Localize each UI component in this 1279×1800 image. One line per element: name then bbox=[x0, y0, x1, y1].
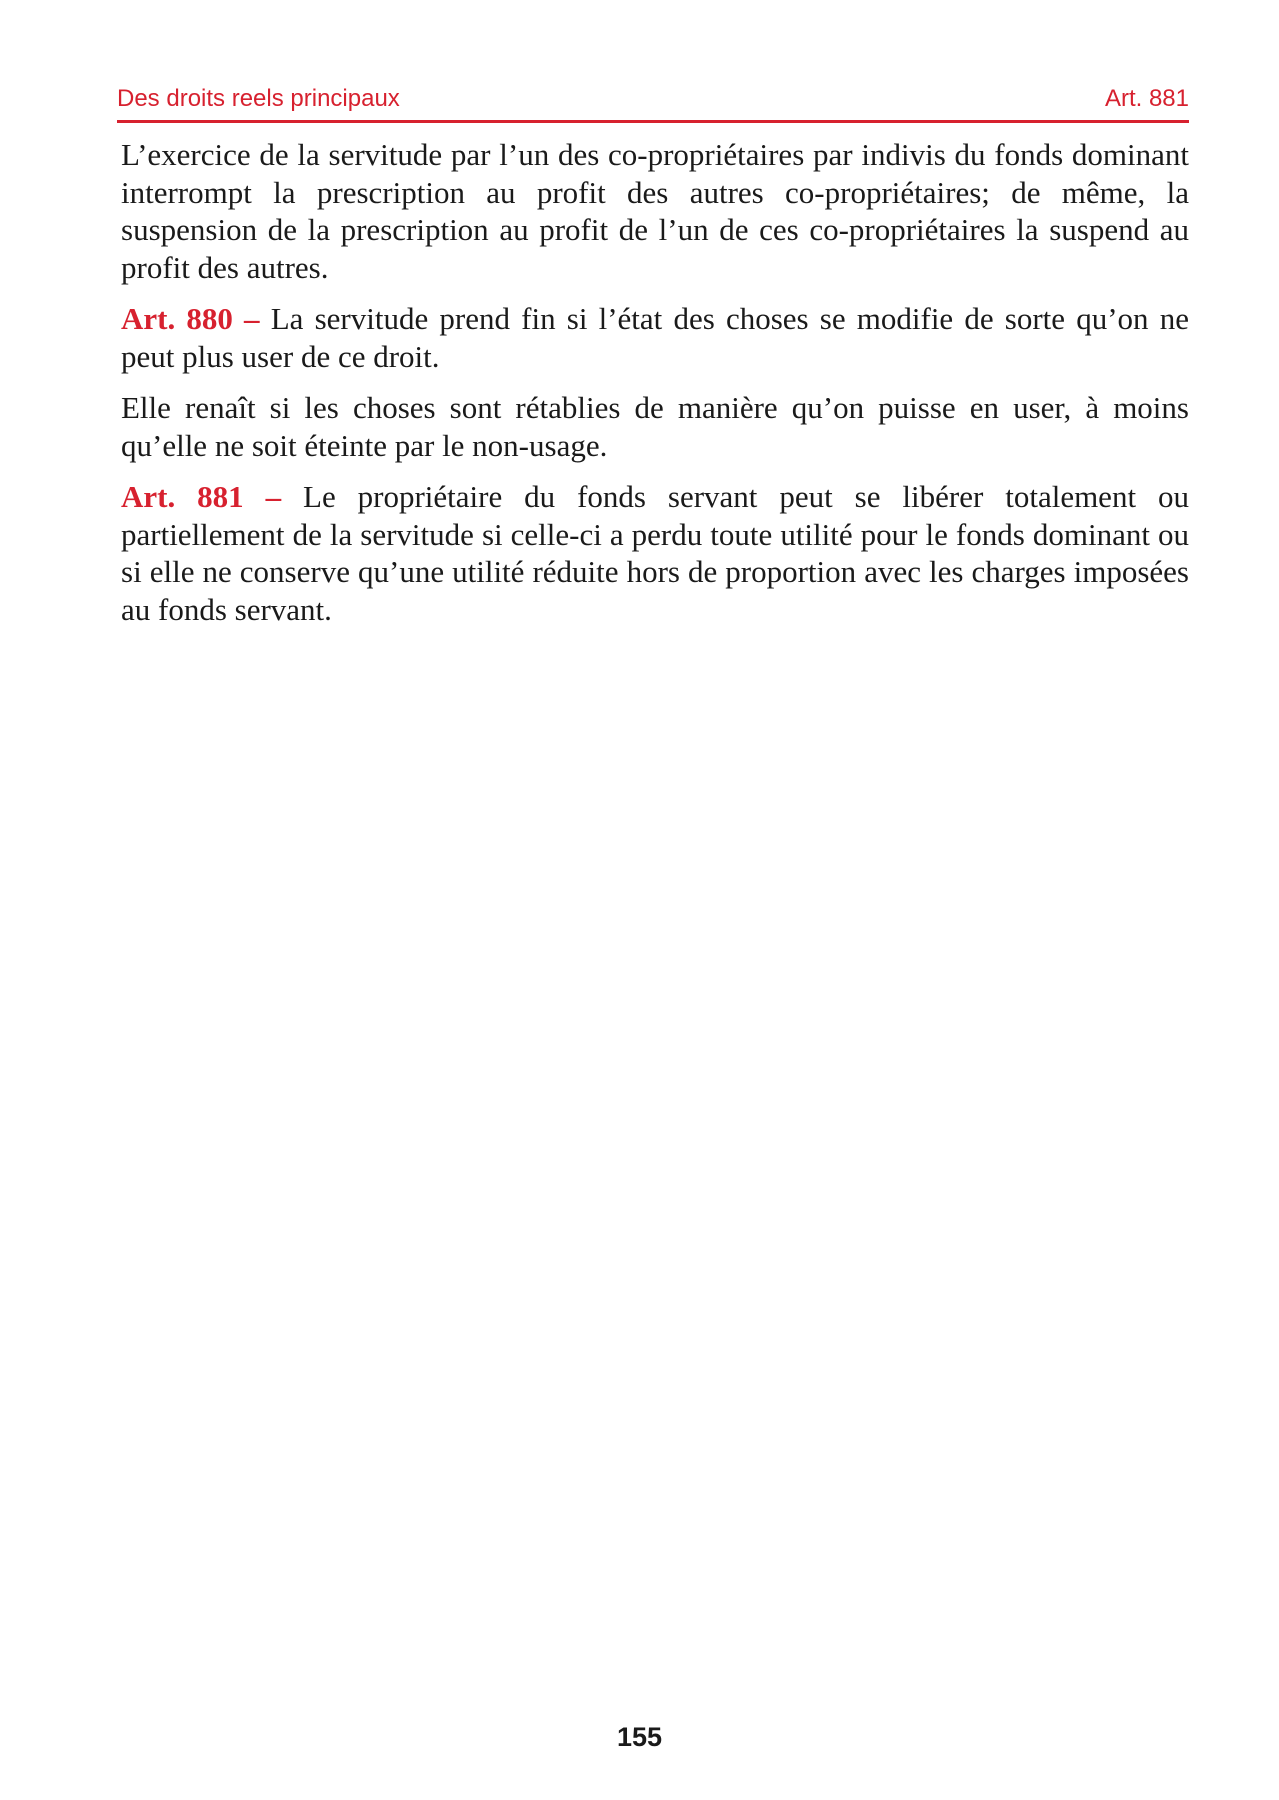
paragraph-co-owners bbox=[121, 136, 1189, 286]
article-label-881: Art. 881 – bbox=[121, 479, 282, 514]
page-number: 155 bbox=[616, 1722, 663, 1752]
paragraph-text: Elle renaît si les choses sont rétablies de manière qu’on puisse en user, à moins qu’elle ne soit éteinte par le non-usage. bbox=[121, 390, 1189, 463]
section-title: Des droits reels principaux bbox=[117, 85, 400, 112]
running-header bbox=[117, 82, 1189, 123]
paragraph-text: L’exercice de la servitude par l’un des co-propriétaires par indivis du fonds dominant interrompt la prescription au profit des autres co-propriétaires; de même, la suspension de la prescription au profit de l’un de ces co-propriétaires la suspend au profit des autres. bbox=[121, 137, 1189, 285]
paragraph-text: La servitude prend fin si l’état des choses se modifie de sorte qu’on ne peut plus user de ce droit. bbox=[121, 301, 1189, 374]
article-label-880: Art. 880 – bbox=[121, 301, 260, 336]
article-reference: Art. 881 bbox=[1104, 85, 1189, 112]
paragraph-art-880 bbox=[121, 300, 1189, 375]
paragraph-art-881 bbox=[121, 478, 1189, 628]
paragraph-revival bbox=[121, 389, 1189, 464]
paragraph-text: Le propriétaire du fonds servant peut se libérer totalement ou partiellement de la servitude si celle-ci a perdu toute utilité pour le fonds dominant ou si elle ne conserve qu’une utilité réduite hors de proportion avec les charges imposées au fonds servant. bbox=[121, 479, 1189, 627]
page-body bbox=[121, 136, 1189, 642]
